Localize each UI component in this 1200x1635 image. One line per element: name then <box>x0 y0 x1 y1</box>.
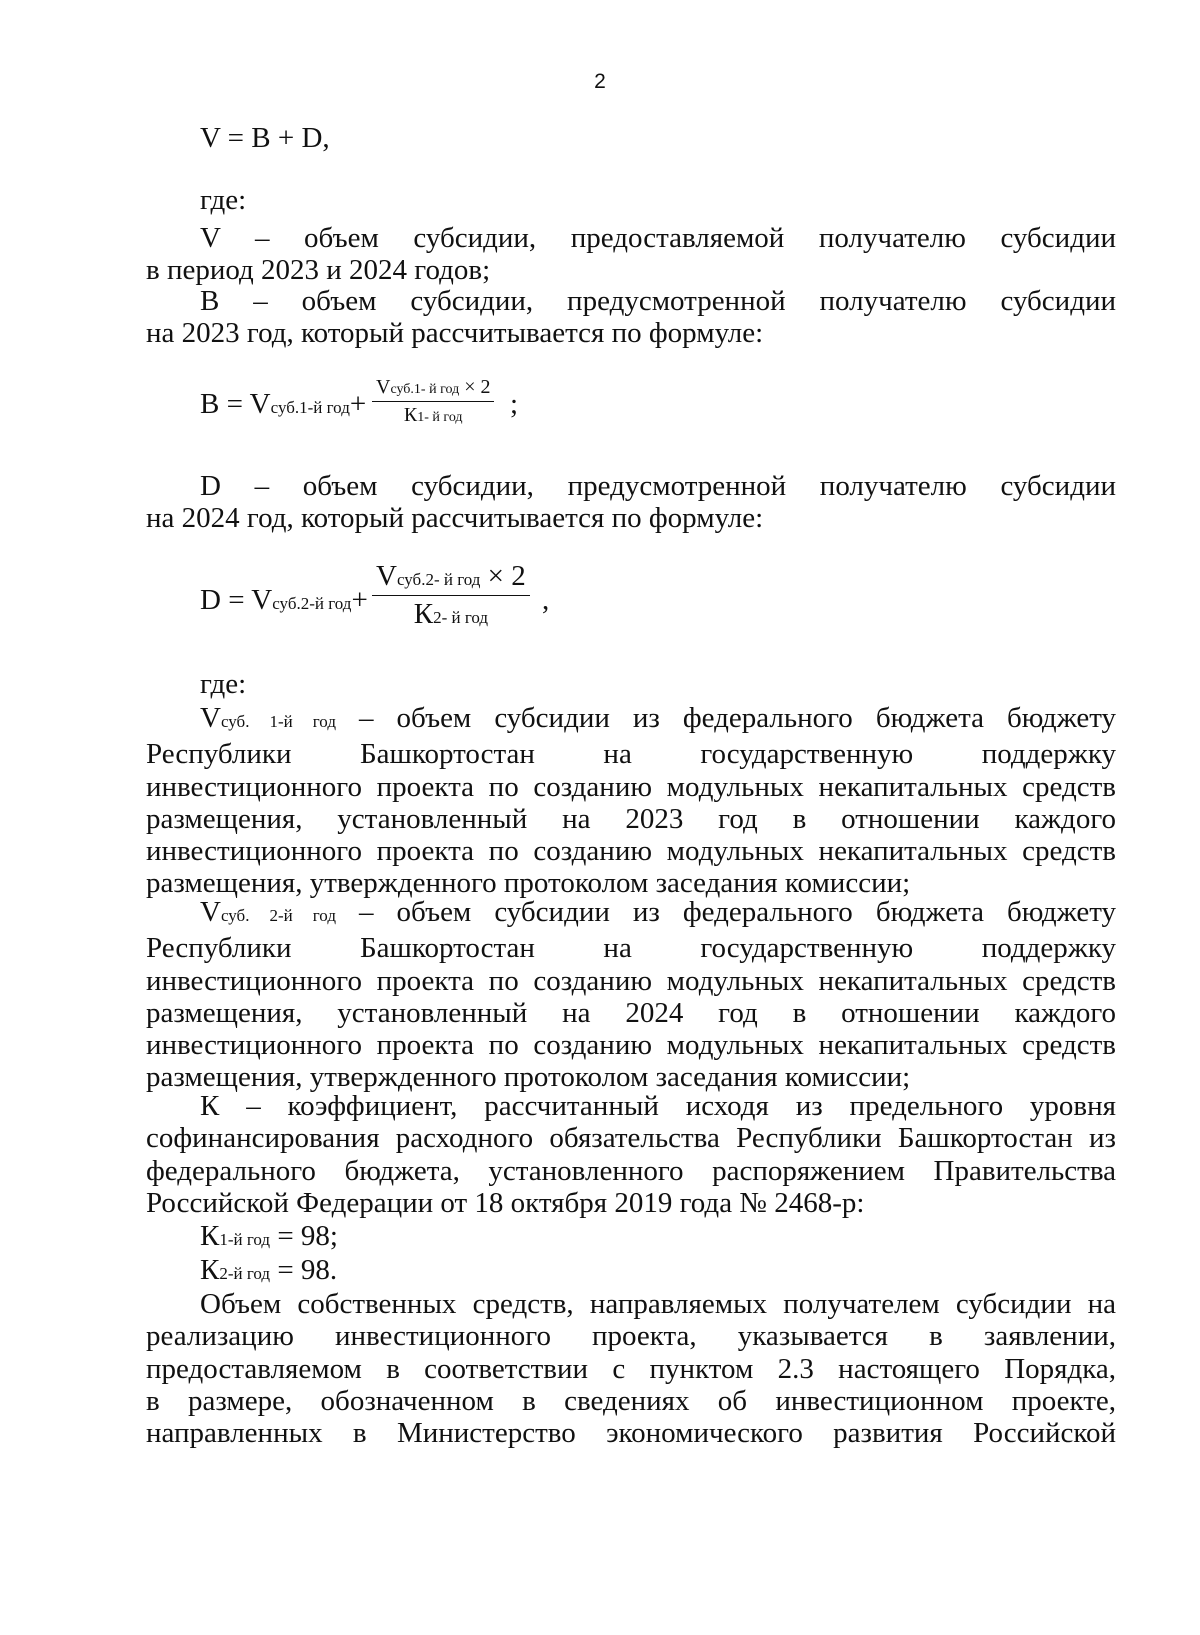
k2-symbol: К <box>200 1254 220 1286</box>
text-line <box>146 702 1116 738</box>
text-line: Российской Федерации от 18 октября 2019 года № 2468-р: <box>146 1186 865 1219</box>
text-line: К – коэффициент, рассчитанный исходя из предельного уровня <box>200 1090 1116 1122</box>
text-line: на 2023 год, который рассчитывается по формуле: <box>146 317 764 350</box>
denominator-symbol: К <box>403 404 418 426</box>
numerator-symbol: V <box>376 560 397 592</box>
denominator-sub: 2- й год <box>433 608 489 627</box>
denominator-symbol: К <box>413 598 434 630</box>
text-line: федерального бюджета, установленного распоряжением Правительства <box>146 1154 1116 1187</box>
formula-d-denominator <box>372 596 530 631</box>
k1-symbol: К <box>200 1220 220 1252</box>
text-line: Республики Башкортостан на государственную поддержку <box>146 932 1116 965</box>
numerator-tail: × 2 <box>480 560 526 592</box>
k2-sub: 2-й год <box>219 1264 271 1283</box>
formula-b-numerator <box>372 376 494 402</box>
formula-b-lhs: B = V <box>200 388 271 420</box>
formula-d-plus: + <box>351 584 368 616</box>
formula-d-fraction <box>372 560 530 631</box>
formula-d-lhs: D = V <box>200 584 273 616</box>
numerator-tail: × 2 <box>459 376 491 398</box>
formula-v-total: V = B + D, <box>200 122 330 154</box>
text-line: в период 2023 и 2024 годов; <box>146 254 491 287</box>
v-definition <box>146 222 1116 287</box>
text-line: D – объем субсидии, предусмотренной получателю субсидии <box>200 470 1116 502</box>
numerator-sub: суб.1- й год <box>390 382 460 397</box>
text-line: реализацию инвестиционного проекта, указывается в заявлении, <box>146 1320 1116 1353</box>
vsub1-first-line: – объем субсидии из федерального бюджета бюджету <box>335 702 1117 734</box>
text-line: на 2024 год, который рассчитывается по формуле: <box>146 502 764 535</box>
vsub1-symbol-sub: суб. 1-й год <box>220 712 336 731</box>
k1-sub: 1-й год <box>219 1230 271 1249</box>
text-line: B – объем субсидии, предусмотренной получателю субсидии <box>200 285 1116 317</box>
formula-d <box>200 584 368 617</box>
vsub2-first-line: – объем субсидии из федерального бюджета бюджету <box>335 896 1117 928</box>
numerator-symbol: V <box>376 376 391 398</box>
k1-rest: = 98; <box>270 1220 338 1252</box>
text-line <box>146 896 1116 932</box>
page-number: 2 <box>594 70 606 93</box>
vsub1-definition <box>146 702 1116 900</box>
k1-value <box>200 1220 338 1256</box>
text-line: размещения, установленный на 2024 год в отношении каждого <box>146 996 1116 1029</box>
where-label-2: где: <box>200 668 247 700</box>
text-line: предоставляемом в соответствии с пунктом 2.3 настоящего Порядка, <box>146 1352 1116 1385</box>
own-funds-paragraph <box>146 1288 1116 1449</box>
vsub2-definition <box>146 896 1116 1094</box>
vsub2-symbol-sub: суб. 2-й год <box>220 906 336 925</box>
text-line: софинансирования расходного обязательства Республики Башкортостан из <box>146 1122 1116 1155</box>
formula-b-fraction <box>372 376 494 427</box>
text-line: размещения, установленный на 2023 год в отношении каждого <box>146 802 1116 835</box>
k2-value <box>200 1254 337 1290</box>
formula-b <box>200 388 366 421</box>
vsub1-symbol: V <box>200 702 221 734</box>
text-line: инвестиционного проекта по созданию модульных некапитальных средств <box>146 964 1116 997</box>
text-line: направленных в Министерство экономического развития Российской <box>146 1417 1116 1450</box>
formula-b-end: ; <box>510 388 519 420</box>
formula-b-plus: + <box>349 388 367 420</box>
where-label-1: где: <box>200 184 247 216</box>
formula-d-lhs-sub: суб.2-й год <box>272 594 352 613</box>
text-line: Республики Башкортостан на государственную поддержку <box>146 738 1116 771</box>
k2-rest: = 98. <box>270 1254 338 1286</box>
numerator-sub: суб.2- й год <box>396 570 481 589</box>
text-line: инвестиционного проекта по созданию модульных некапитальных средств <box>146 770 1116 803</box>
text-line: V – объем субсидии, предоставляемой получателю субсидии <box>200 222 1116 254</box>
formula-b-denominator <box>372 402 494 427</box>
text-line: в размере, обозначенном в сведениях об инвестиционном проекте, <box>146 1384 1116 1417</box>
denominator-sub: 1- й год <box>417 410 463 425</box>
text-line: размещения, утвержденного протоколом заседания комиссии; <box>146 1061 911 1094</box>
text-line: инвестиционного проекта по созданию модульных некапитальных средств <box>146 1029 1116 1062</box>
k-definition <box>146 1090 1116 1219</box>
formula-d-numerator <box>372 560 530 596</box>
text-line: Объем собственных средств, направляемых получателем субсидии на <box>200 1288 1116 1320</box>
formula-d-end: , <box>542 584 550 616</box>
d-definition <box>146 470 1116 535</box>
vsub2-symbol: V <box>200 896 221 928</box>
formula-b-lhs-sub: суб.1-й год <box>270 398 350 417</box>
b-definition <box>146 285 1116 350</box>
text-line: размещения, утвержденного протоколом заседания комиссии; <box>146 867 911 900</box>
text-line: инвестиционного проекта по созданию модульных некапитальных средств <box>146 835 1116 868</box>
